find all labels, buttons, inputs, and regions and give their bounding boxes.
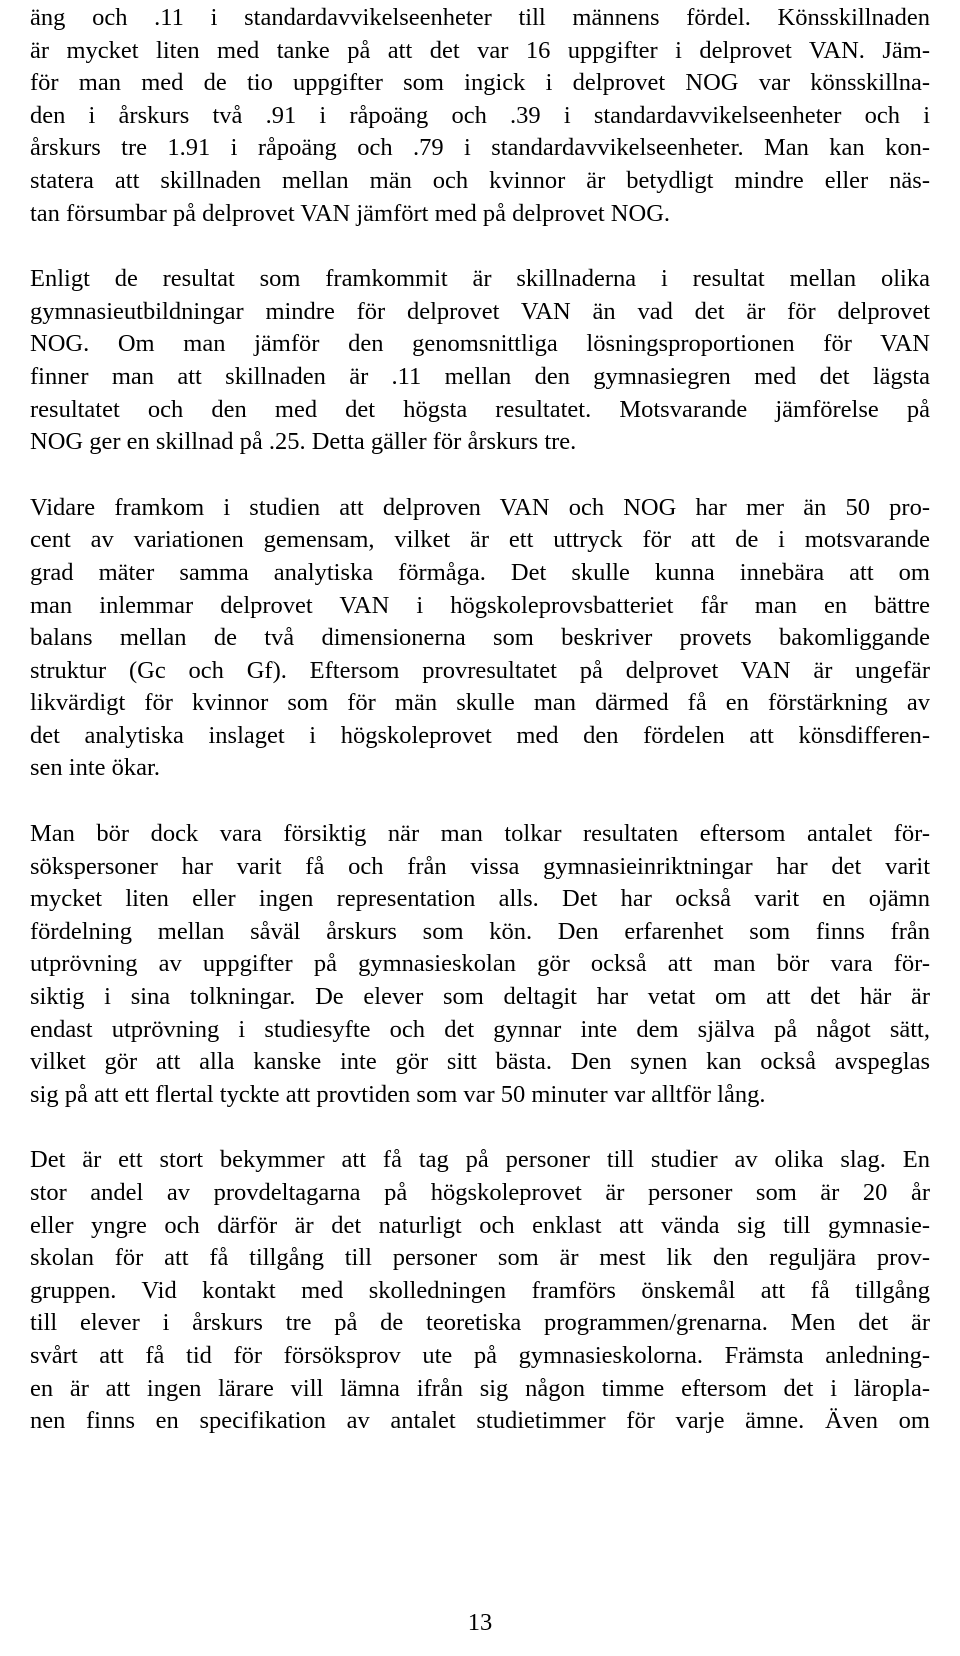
text-line: endast utprövning i studiesyfte och det gynnar inte dem själva på något sätt, <box>30 1015 930 1043</box>
text-line: man inlemmar delprovet VAN i högskoleprovsbatteriet får man en bättre <box>30 591 930 619</box>
text-line: resultatet och den med det högsta resultatet. Motsvarande jämförelse på <box>30 395 930 423</box>
text-line: NOG. Om man jämför den genomsnittliga lösningsproportionen för VAN <box>30 330 930 358</box>
paragraph-gender-differences <box>30 2 930 230</box>
text-line: Det är ett stort bekymmer att få tag på personer till studier av olika slag. En <box>30 1146 930 1174</box>
text-line: cent av variationen gemensam, vilket är ett uttryck för att de i motsvarande <box>30 526 930 554</box>
text-line: Vidare framkom i studien att delproven VAN och NOG har mer än 50 pro- <box>30 493 930 521</box>
text-line: skolan för att få tillgång till personer som är mest lik den reguljära prov- <box>30 1244 930 1272</box>
page-number: 13 <box>467 1609 493 1636</box>
text-line: till elever i årskurs tre på de teoretiska programmen/grenarna. Men det är <box>30 1309 930 1337</box>
text-line: äng och .11 i standardavvikelseenheter till männens fördel. Könsskillnaden <box>30 4 930 31</box>
text-line: eller yngre och därför är det naturligt och enklast att vända sig till gymnasie- <box>30 1211 930 1239</box>
paragraph-shared-variance <box>30 492 930 785</box>
text-line: för man med de tio uppgifter som ingick i delprovet NOG var könsskillna- <box>30 69 930 97</box>
paragraph-recruitment <box>30 1144 930 1437</box>
text-line: nen finns en specifikation av antalet studietimmer för varje ämne. Även om <box>30 1407 930 1435</box>
text-line: likvärdigt för kvinnor som för män skulle man därmed få en förstärkning av <box>30 689 930 717</box>
text-line: fördelning mellan såväl årskurs som kön. Den erfarenhet som finns från <box>30 917 930 945</box>
text-line: en är att ingen lärare vill lämna ifrån sig någon timme eftersom det i läropla- <box>30 1374 930 1402</box>
text-line: sen inte ökar. <box>30 754 160 782</box>
text-line: den i årskurs två .91 i råpoäng och .39 i standardavvikelseenheter och i <box>30 101 930 129</box>
text-line: gymnasieutbildningar mindre för delprovet VAN än vad det är för delprovet <box>30 297 930 325</box>
text-line: det analytiska inslaget i högskoleprovet med den fördelen att könsdifferen- <box>30 721 930 749</box>
text-line: mycket liten eller ingen representation alls. Det har också varit en ojämn <box>30 885 930 913</box>
text-line: stor andel av provdeltagarna på högskoleprovet är personer som är 20 år <box>30 1179 930 1206</box>
paragraph-programme-differences <box>30 263 930 459</box>
text-line: är mycket liten med tanke på att det var 16 uppgifter i delprovet VAN. Jäm- <box>30 36 930 64</box>
text-line: sig på att ett flertal tyckte att provtiden som var 50 minuter var alltför lång. <box>30 1080 766 1108</box>
text-line: siktig i sina tolkningar. De elever som deltagit har vetat om att det här är <box>30 983 930 1011</box>
text-line: gruppen. Vid kontakt med skolledningen framförs önskemål att få tillgång <box>30 1276 930 1304</box>
text-line: struktur (Gc och Gf). Eftersom provresultatet på delprovet VAN är ungefär <box>30 656 930 684</box>
text-line: utprövning av uppgifter på gymnasieskolan gör också att man bör vara för- <box>30 950 930 978</box>
text-line: grad mäter samma analytiska förmåga. Det skulle kunna innebära att om <box>30 558 930 586</box>
text-line: NOG ger en skillnad på .25. Detta gäller för årskurs tre. <box>30 428 577 456</box>
text-line: Enligt de resultat som framkommit är skillnaderna i resultat mellan olika <box>30 265 930 293</box>
text-line: finner man att skillnaden är .11 mellan den gymnasiegren med det lägsta <box>30 362 930 390</box>
text-line: statera att skillnaden mellan män och kvinnor är betydligt mindre eller näs- <box>30 166 930 194</box>
paragraph-caution <box>30 818 930 1111</box>
text-line: sökspersoner har varit få och från vissa gymnasieinriktningar har det varit <box>30 852 930 880</box>
text-line: tan försumbar på delprovet VAN jämfört med på delprovet NOG. <box>30 199 671 227</box>
text-line: Man bör dock vara försiktig när man tolkar resultaten eftersom antalet för- <box>30 820 930 848</box>
text-line: vilket gör att alla kanske inte gör sitt bästa. Den synen kan också avspeglas <box>30 1048 930 1076</box>
text-line: årskurs tre 1.91 i råpoäng och .79 i standardavvikelseenheter. Man kan kon- <box>30 134 930 162</box>
text-line: svårt att få tid för försöksprov ute på gymnasieskolorna. Främsta anledning- <box>30 1341 930 1369</box>
text-line: balans mellan de två dimensionerna som beskriver provets bakomliggande <box>30 624 930 652</box>
